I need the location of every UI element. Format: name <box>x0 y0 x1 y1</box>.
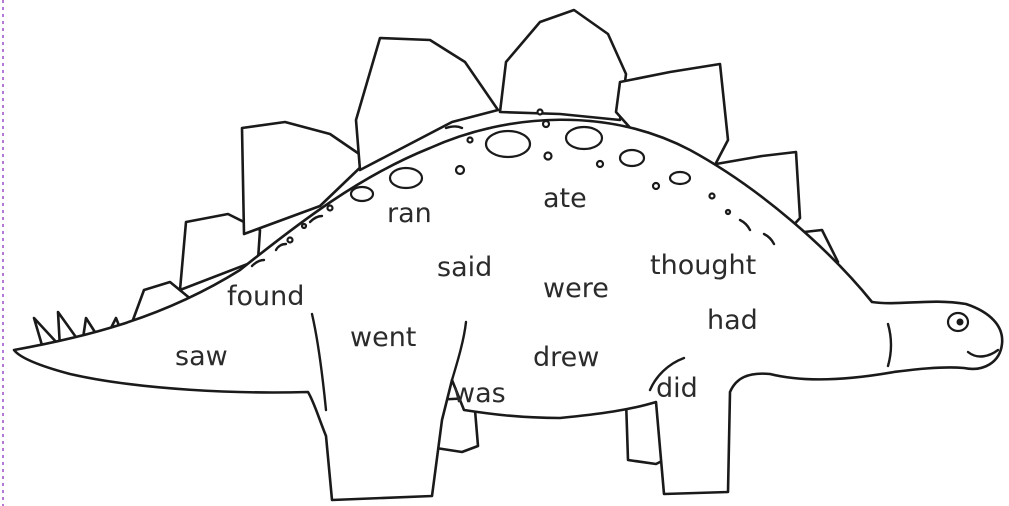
word-went: went <box>350 322 417 353</box>
dino-eye <box>948 313 968 331</box>
word-had: had <box>707 305 758 336</box>
word-said: said <box>437 252 493 283</box>
word-saw: saw <box>175 341 228 372</box>
word-drew: drew <box>533 342 600 373</box>
word-was: was <box>453 378 506 409</box>
stegosaurus-body <box>14 120 1002 500</box>
word-did: did <box>656 373 698 404</box>
plate-5 <box>500 10 626 120</box>
word-thought: thought <box>650 250 757 281</box>
word-were: were <box>543 273 609 304</box>
word-ran: ran <box>387 198 432 229</box>
word-ate: ate <box>543 183 587 214</box>
word-found: found <box>227 281 305 312</box>
